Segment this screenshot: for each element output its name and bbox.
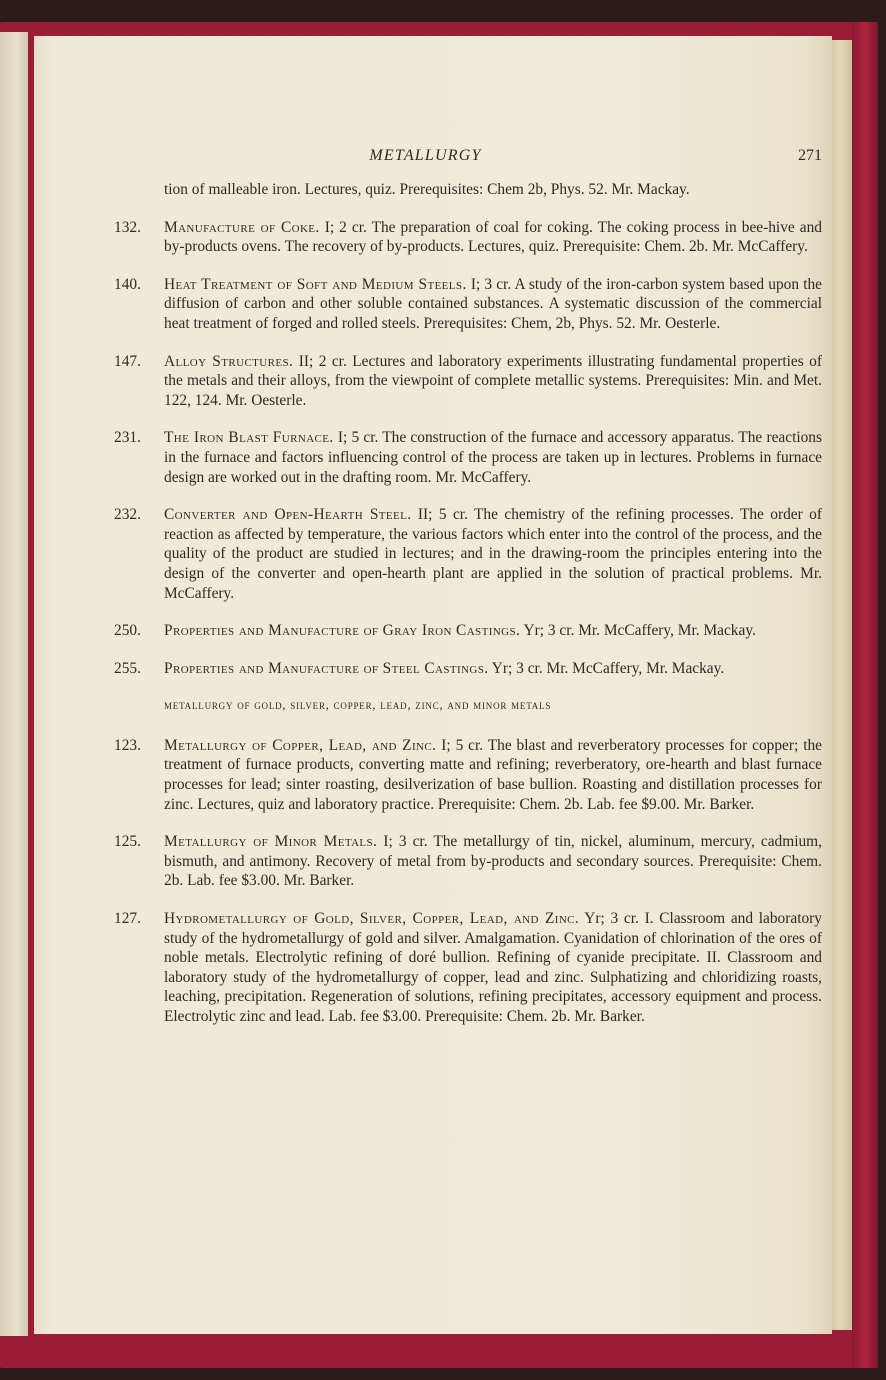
continued-paragraph: tion of malleable iron. Lectures, quiz. Prerequisites: Chem 2b, Phys. 52. Mr. Mackay. — [164, 181, 690, 198]
course-number: 250. — [114, 622, 141, 640]
course-entry — [114, 909, 822, 1027]
course-number: 123. — [114, 736, 141, 754]
course-entry — [114, 832, 822, 891]
facing-page-edge — [0, 32, 28, 1336]
section-heading: metallurgy of gold, silver, copper, lead, zinc, and minor metals — [164, 698, 552, 713]
page-number: 271 — [798, 147, 822, 164]
course-description: II; 2 cr. Lectures and laboratory experiments illustrating fundamental properties of the metals and their alloys, from the viewpoint of complete metallic systems. Prerequisites: Min. and Met. 122, 124. Mr. Oesterle. — [164, 352, 823, 409]
cover-edge — [852, 22, 878, 1368]
course-description: I; 3 cr. The metallurgy of tin, nickel, aluminum, mercury, cadmium, bismuth, and antimony. Recovery of metal from by-products and secondary sources. Prerequisite: Chem. 2b. Lab. fee $3.00. Mr. Barker. — [164, 833, 822, 890]
course-entry — [114, 428, 822, 487]
course-entry — [114, 218, 822, 257]
course-description: I; 2 cr. The preparation of coal for coking. The coking process in bee-hive and by-products ovens. The recovery of by-products. Lectures, quiz. Prerequisite: Chem. 2b. Mr. McCaffery. — [164, 218, 822, 256]
course-description: I; 5 cr. The blast and reverberatory processes for copper; the treatment of furnace products, converting matte and refining; reverberatory, ore-hearth and blast furnace processes for lead; sinter roasting, desilverization of base bullion. Roasting and distillation processes for zinc. Lectures, quiz and laboratory practice. Prerequisite: Chem. 2b. Lab. fee $9.00. Mr. Barker. — [164, 736, 822, 813]
course-description: Yr; 3 cr. Mr. McCaffery, Mr. Mackay. — [520, 622, 756, 640]
page-header — [114, 146, 822, 170]
course-title: Properties and Manufacture of Steel Castings. — [164, 659, 489, 677]
course-description: Yr; 3 cr. Mr. McCaffery, Mr. Mackay. — [488, 659, 725, 677]
course-description: II; 5 cr. The chemistry of the refining processes. The order of reaction as affected by temperature, the various factors which enter into the control of the process, and the quality of the product are studied in lectures; and in the drawing-room the principles entering into the design of the converter and open-hearth plant are applied in the solution of practical problems. Mr. McCaffery. — [164, 506, 822, 602]
course-title: Heat Treatment of Soft and Medium Steels. — [164, 275, 467, 293]
course-entry — [114, 275, 822, 334]
course-description: I; 3 cr. A study of the iron-carbon system based upon the diffusion of carbon and other soluble contained substances. A systematic discussion of the commercial heat treatment of forged and rolled steels. Prerequisites: Chem, 2b, Phys. 52. Mr. Oesterle. — [164, 275, 822, 332]
course-title: Hydrometallurgy of Gold, Silver, Copper, Lead, and Zinc. — [164, 910, 580, 928]
course-title: Metallurgy of Minor Metals. — [164, 833, 378, 851]
course-description: Yr; 3 cr. I. Classroom and laboratory study of the hydrometallurgy of gold and silver. Amalgamation. Cyanidation of chlorination of the ores of noble metals. Electrolytic refining of doré bullion. Refining of cyanide precipitate. II. Classroom and laboratory study of the hydrometallurgy of copper, lead and zinc. Sulphatizing and chloridizing roasts, leaching, precipitation. Regeneration of solutions, refining precipitates, accessory equipment and process. Electrolytic zinc and lead. Lab. fee $3.00. Prerequisite: Chem. 2b. Mr. Barker. — [164, 910, 822, 1025]
course-entry — [114, 659, 822, 679]
course-title: Manufacture of Coke. — [164, 218, 320, 236]
course-title: The Iron Blast Furnace. — [164, 429, 334, 447]
course-title: Converter and Open-Hearth Steel. — [164, 506, 412, 524]
course-number: 231. — [114, 429, 141, 447]
course-number: 140. — [114, 275, 141, 293]
course-number: 127. — [114, 910, 141, 928]
course-number: 132. — [114, 218, 141, 236]
running-title: METALLURGY — [369, 147, 482, 164]
course-title: Alloy Structures. — [164, 352, 294, 370]
course-description: I; 5 cr. The construction of the furnace and accessory apparatus. The reactions in the furnace and factors influencing control of the process are taken up in lectures. Problems in furnace design are worked out in the drafting room. Mr. McCaffery. — [164, 429, 822, 486]
course-title: Properties and Manufacture of Gray Iron Castings. — [164, 622, 521, 640]
course-title: Metallurgy of Copper, Lead, and Zinc. — [164, 736, 437, 754]
course-entry — [114, 736, 822, 814]
page-stack-edge — [832, 40, 852, 1330]
page-text — [114, 146, 822, 1045]
course-number: 125. — [114, 833, 141, 851]
course-number: 147. — [114, 352, 141, 370]
course-number: 232. — [114, 506, 141, 524]
course-entry — [114, 505, 822, 603]
course-number: 255. — [114, 659, 141, 677]
course-entry — [114, 621, 822, 641]
course-entry — [114, 352, 822, 411]
